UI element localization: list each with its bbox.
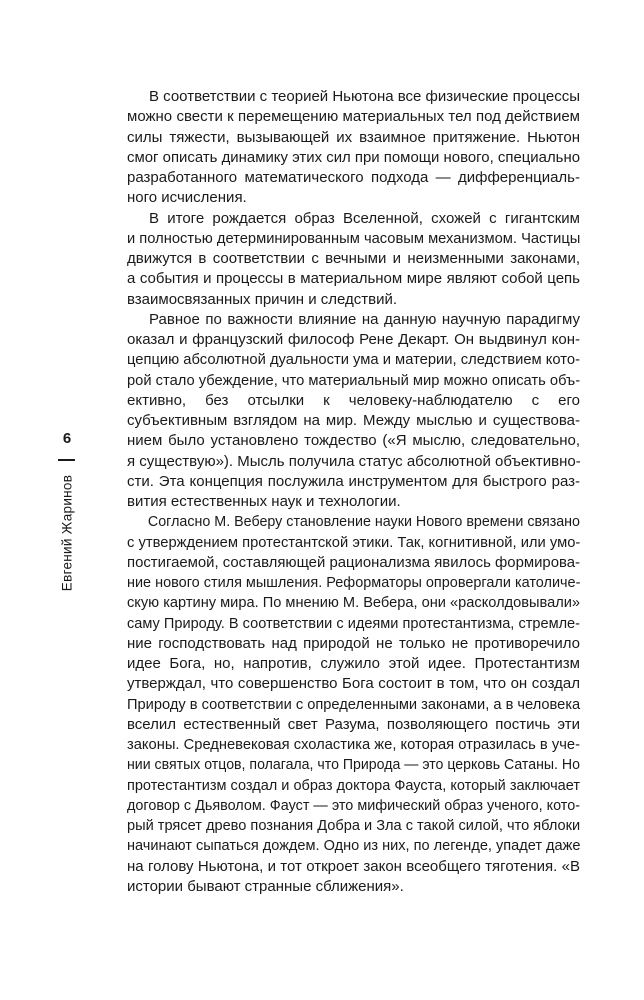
- page-number: 6: [62, 430, 72, 447]
- text-line: оказал и французский философ Рене Декарт. Он выдвинул кон-: [127, 331, 580, 348]
- text-line: идее Бога, но, напротив, служило этой идее. Протестантизм: [127, 655, 580, 672]
- text-line: вселил естественный свет Разума, позволяющего постичь эти: [127, 715, 580, 733]
- text-line: нии святых отцов, полагала, что Природа — это церковь Сатаны. Но: [127, 756, 580, 774]
- text-line: нием было установлено тождество («Я мыслю, следовательно,: [127, 432, 580, 450]
- text-line: силы тяжести, вызывающей их взаимное притяжение. Ньютон: [127, 128, 580, 146]
- text-line: вития естественных наук и технологии.: [127, 493, 401, 510]
- text-line: субъективным взглядом на мир. Между мыслью и существова-: [127, 412, 580, 429]
- text-line: утверждал, что совершенство Бога состоит в том, что он создал: [127, 675, 580, 693]
- text-line: договор с Дьяволом. Фауст — это мифический образ ученого, кото-: [127, 796, 580, 814]
- text-line: смог описать динамику этих сил при помощи нового, специально: [127, 148, 580, 166]
- text-line: скую картину мира. По мнению М. Вебера, они «расколдовывали»: [127, 594, 581, 612]
- text-line: разработанного математического подхода — дифференциаль-: [127, 169, 580, 186]
- text-line: сти. Эта концепция послужила инструментом для быстрого раз-: [127, 472, 580, 490]
- text-line: и полностью детерминированным часовым механизмом. Частицы: [127, 229, 581, 247]
- text-line: истории бывают странные сближения».: [127, 877, 404, 895]
- text-line: Равное по важности влияние на данную научную парадигму: [149, 310, 580, 328]
- text-line: взаимосвязанных причин и следствий.: [127, 290, 398, 308]
- text-line: протестантизм создал и образ доктора Фауста, который заключает: [127, 776, 580, 794]
- text-line: ние нового стиля мышления. Реформаторы опровергали католиче-: [127, 574, 581, 591]
- text-line: Согласно М. Веберу становление науки Нового времени связано: [147, 513, 580, 531]
- text-line: саму Природу. В соответствии с идеями протестантизма, стремле-: [127, 614, 580, 632]
- text-line: цепцию абсолютной дуальности ума и материи, следствием кото-: [127, 351, 580, 369]
- paragraph: [127, 310, 580, 513]
- text-line: ного исчисления.: [127, 189, 247, 207]
- text-line: Природу в соответствии с определенными законами, а в человека: [127, 695, 581, 713]
- text-line: законы. Средневековая схоластика же, которая отразилась в уче-: [127, 736, 580, 753]
- text-line: начинают сыпаться дождем. Одно из них, по легенде, упадет даже: [127, 837, 581, 855]
- running-head-author: Евгений Жаринов: [59, 474, 75, 592]
- text-line: В соответствии с теорией Ньютона все физические процессы: [149, 88, 580, 105]
- text-line: рый трясет древо познания Добра и Зла с такой силой, что яблоки: [127, 817, 581, 834]
- paragraph: [127, 512, 580, 897]
- text-line: ние господствовать над природой не только не противоречило: [127, 634, 580, 652]
- text-line: можно свести к перемещению материальных тел под действием: [127, 108, 580, 126]
- text-line: а события и процессы в материальном мире являют собой цепь: [127, 270, 580, 288]
- paragraph: [127, 87, 580, 209]
- text-line: ективно, без отсылки к человеку-наблюдателю с его: [127, 391, 580, 409]
- text-line: постигаемой, составляющей рационализма явилось формирова-: [127, 553, 580, 571]
- text-line: движутся в соответствии с вечными и неизменными законами,: [127, 250, 580, 267]
- text-line: с утверждением протестантской этики. Так, когнитивной, или умо-: [127, 533, 581, 551]
- body-text: [127, 87, 580, 897]
- text-line: на голову Ньютона, и тот откроет закон всеобщего тяготения. «В: [127, 857, 580, 875]
- text-line: я существую»). Мысль получила статус абсолютной объективно-: [127, 452, 581, 470]
- paragraph: [127, 209, 580, 310]
- text-line: В итоге рождается образ Вселенной, схожей с гигантским: [149, 209, 580, 227]
- text-line: рой стало убеждение, что материальный мир можно описать объ-: [127, 371, 581, 389]
- running-head-rule: [58, 459, 75, 461]
